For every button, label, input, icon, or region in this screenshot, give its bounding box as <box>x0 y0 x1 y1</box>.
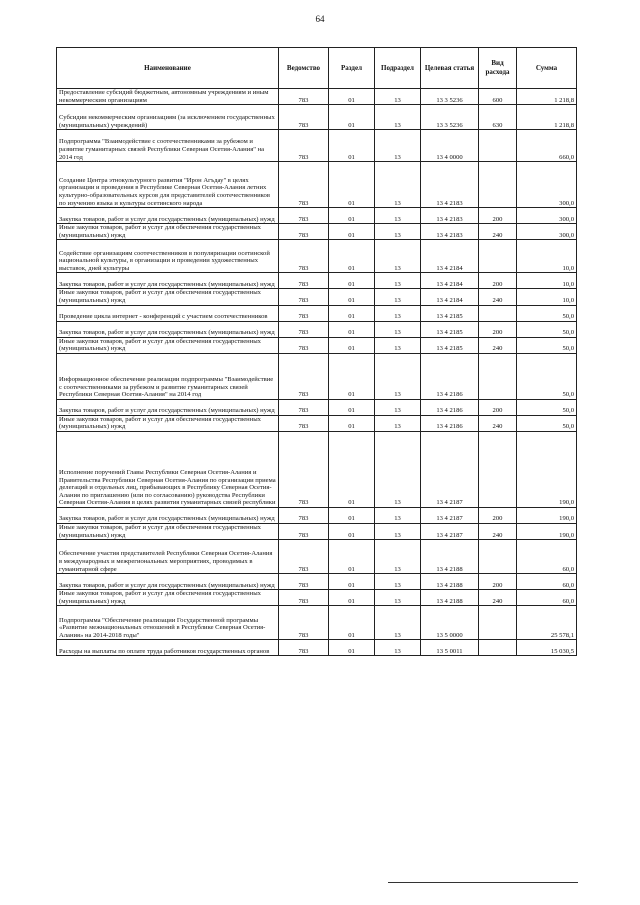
cell-subsection: 13 <box>375 208 421 224</box>
cell-amount: 660,0 <box>517 130 577 162</box>
table-row <box>57 353 577 399</box>
budget-table <box>56 47 577 656</box>
cell-section: 01 <box>329 208 375 224</box>
cell-name: Проведение цикла интернет - конференций с участием соотечественников <box>57 305 279 321</box>
table-row <box>57 574 577 590</box>
cell-section: 01 <box>329 273 375 289</box>
cell-exp-type <box>479 431 517 507</box>
table-row <box>57 399 577 415</box>
cell-name: Закупка товаров, работ и услуг для государственных (муниципальных) нужд <box>57 574 279 590</box>
cell-target: 13 4 2186 <box>421 353 479 399</box>
header-subsection: Подраздел <box>375 48 421 89</box>
cell-section: 01 <box>329 431 375 507</box>
cell-amount: 300,0 <box>517 208 577 224</box>
cell-amount: 190,0 <box>517 431 577 507</box>
cell-subsection: 13 <box>375 105 421 130</box>
cell-dept: 783 <box>279 208 329 224</box>
cell-dept: 783 <box>279 574 329 590</box>
header-exp-type: Вид расхода <box>479 48 517 89</box>
cell-subsection: 13 <box>375 523 421 539</box>
cell-dept: 783 <box>279 399 329 415</box>
cell-dept: 783 <box>279 431 329 507</box>
cell-name: Иные закупки товаров, работ и услуг для обеспечения государственных (муниципальных) нужд <box>57 289 279 305</box>
cell-target: 13 4 2185 <box>421 321 479 337</box>
cell-target: 13 4 2187 <box>421 523 479 539</box>
cell-section: 01 <box>329 606 375 640</box>
cell-dept: 783 <box>279 523 329 539</box>
cell-dept: 783 <box>279 224 329 240</box>
cell-section: 01 <box>329 289 375 305</box>
cell-section: 01 <box>329 305 375 321</box>
cell-amount: 50,0 <box>517 353 577 399</box>
table-row <box>57 640 577 656</box>
cell-amount: 190,0 <box>517 507 577 523</box>
cell-dept: 783 <box>279 590 329 606</box>
table-row <box>57 415 577 431</box>
cell-dept: 783 <box>279 130 329 162</box>
cell-subsection: 13 <box>375 240 421 273</box>
cell-subsection: 13 <box>375 431 421 507</box>
cell-target: 13 4 2184 <box>421 289 479 305</box>
cell-target: 13 4 2187 <box>421 431 479 507</box>
cell-dept: 783 <box>279 273 329 289</box>
cell-exp-type <box>479 130 517 162</box>
cell-target: 13 5 0000 <box>421 606 479 640</box>
cell-target: 13 4 0000 <box>421 130 479 162</box>
cell-subsection: 13 <box>375 606 421 640</box>
cell-amount: 15 030,5 <box>517 640 577 656</box>
cell-section: 01 <box>329 523 375 539</box>
cell-amount: 50,0 <box>517 337 577 353</box>
cell-subsection: 13 <box>375 415 421 431</box>
cell-subsection: 13 <box>375 640 421 656</box>
cell-target: 13 4 2186 <box>421 399 479 415</box>
cell-section: 01 <box>329 321 375 337</box>
cell-name: Иные закупки товаров, работ и услуг для обеспечения государственных (муниципальных) нужд <box>57 523 279 539</box>
cell-target: 13 4 2188 <box>421 540 479 574</box>
cell-dept: 783 <box>279 353 329 399</box>
cell-subsection: 13 <box>375 273 421 289</box>
cell-name: Иные закупки товаров, работ и услуг для обеспечения государственных (муниципальных) нужд <box>57 590 279 606</box>
cell-amount: 60,0 <box>517 540 577 574</box>
cell-dept: 783 <box>279 105 329 130</box>
cell-exp-type: 600 <box>479 89 517 105</box>
cell-exp-type: 240 <box>479 337 517 353</box>
cell-amount: 1 218,8 <box>517 89 577 105</box>
cell-target: 13 4 2183 <box>421 208 479 224</box>
cell-exp-type: 630 <box>479 105 517 130</box>
table-row <box>57 507 577 523</box>
cell-name: Предоставление субсидий бюджетным, автономным учреждениям и иным некоммерческим организациям <box>57 89 279 105</box>
cell-subsection: 13 <box>375 89 421 105</box>
cell-amount: 50,0 <box>517 305 577 321</box>
cell-target: 13 4 2183 <box>421 162 479 208</box>
page-number: 64 <box>315 14 325 24</box>
cell-subsection: 13 <box>375 540 421 574</box>
cell-section: 01 <box>329 640 375 656</box>
cell-exp-type <box>479 162 517 208</box>
cell-section: 01 <box>329 337 375 353</box>
cell-name: Закупка товаров, работ и услуг для государственных (муниципальных) нужд <box>57 399 279 415</box>
cell-dept: 783 <box>279 305 329 321</box>
cell-name: Подпрограмма "Взаимодействие с соотечественниками за рубежом и развитие гуманитарных связей Республики Северная Осетия-Алания" на 2014 год <box>57 130 279 162</box>
cell-amount: 1 218,8 <box>517 105 577 130</box>
table-row <box>57 89 577 105</box>
table-row <box>57 606 577 640</box>
table-row <box>57 273 577 289</box>
table-row <box>57 305 577 321</box>
table-row <box>57 208 577 224</box>
cell-amount: 300,0 <box>517 224 577 240</box>
cell-section: 01 <box>329 399 375 415</box>
cell-target: 13 4 2186 <box>421 415 479 431</box>
cell-exp-type: 240 <box>479 415 517 431</box>
table-row <box>57 431 577 507</box>
cell-section: 01 <box>329 224 375 240</box>
cell-subsection: 13 <box>375 162 421 208</box>
cell-target: 13 4 2187 <box>421 507 479 523</box>
cell-target: 13 5 0011 <box>421 640 479 656</box>
cell-name: Иные закупки товаров, работ и услуг для обеспечения государственных (муниципальных) нужд <box>57 224 279 240</box>
cell-amount: 10,0 <box>517 273 577 289</box>
header-row <box>57 48 577 89</box>
cell-exp-type <box>479 606 517 640</box>
cell-name: Исполнение поручений Главы Республики Северная Осетия-Алания и Правительства Республики Северная Осетия-Алания по организации приема делегаций и отдельных лиц, прибывающих в Республику Северная Осетия-Алания по приглашению (или по согласованию) руководства Республики Северная Осетия-Алания в целях развития гуманитарных связей республики <box>57 431 279 507</box>
cell-name: Закупка товаров, работ и услуг для государственных (муниципальных) нужд <box>57 321 279 337</box>
cell-exp-type: 200 <box>479 574 517 590</box>
cell-exp-type: 200 <box>479 208 517 224</box>
cell-amount: 50,0 <box>517 415 577 431</box>
cell-name: Закупка товаров, работ и услуг для государственных (муниципальных) нужд <box>57 273 279 289</box>
cell-exp-type <box>479 540 517 574</box>
header-target: Целевая статья <box>421 48 479 89</box>
cell-subsection: 13 <box>375 289 421 305</box>
cell-amount: 60,0 <box>517 590 577 606</box>
cell-amount: 10,0 <box>517 240 577 273</box>
cell-exp-type: 200 <box>479 507 517 523</box>
cell-exp-type <box>479 240 517 273</box>
cell-name: Информационное обеспечение реализации подпрограммы "Взаимодействие с соотечественниками за рубежом и развитие гуманитарных связей Республики Северная Осетия-Алания" на 2014 год <box>57 353 279 399</box>
table-row <box>57 105 577 130</box>
cell-target: 13 3 5236 <box>421 89 479 105</box>
cell-exp-type: 240 <box>479 289 517 305</box>
cell-name: Субсидии некоммерческим организациям (за исключением государственных (муниципальных) учреждений) <box>57 105 279 130</box>
table-row <box>57 224 577 240</box>
table-row <box>57 162 577 208</box>
cell-exp-type <box>479 640 517 656</box>
cell-target: 13 4 2185 <box>421 305 479 321</box>
cell-name: Обеспечение участия представителей Республики Северная Осетия-Алания в международных и межрегиональных мероприятиях, проводимых в гуманитарной сфере <box>57 540 279 574</box>
cell-section: 01 <box>329 89 375 105</box>
cell-dept: 783 <box>279 507 329 523</box>
table-row <box>57 540 577 574</box>
cell-subsection: 13 <box>375 224 421 240</box>
cell-exp-type: 240 <box>479 590 517 606</box>
cell-exp-type <box>479 353 517 399</box>
cell-exp-type: 200 <box>479 399 517 415</box>
cell-exp-type: 200 <box>479 273 517 289</box>
header-amount: Сумма <box>517 48 577 89</box>
cell-amount: 50,0 <box>517 321 577 337</box>
cell-dept: 783 <box>279 337 329 353</box>
table-row <box>57 289 577 305</box>
cell-section: 01 <box>329 353 375 399</box>
cell-name: Подпрограмма "Обеспечение реализации Государственной программы «Развитие межнациональных отношений в Республике Северная Осетия-Алания» на 2014-2018 годы" <box>57 606 279 640</box>
cell-dept: 783 <box>279 540 329 574</box>
cell-dept: 783 <box>279 89 329 105</box>
cell-target: 13 4 2188 <box>421 574 479 590</box>
cell-name: Закупка товаров, работ и услуг для государственных (муниципальных) нужд <box>57 208 279 224</box>
cell-section: 01 <box>329 574 375 590</box>
cell-target: 13 4 2183 <box>421 224 479 240</box>
cell-amount: 300,0 <box>517 162 577 208</box>
cell-name: Создание Центра этнокультурного развития "Ирон Агъдау" в целях организации и проведения в Республике Северная Осетия-Алания летних культурно-образовательных курсов для представителей соотечественников по изучению языка и культуры осетинского народа <box>57 162 279 208</box>
cell-exp-type <box>479 305 517 321</box>
table-row <box>57 240 577 273</box>
cell-name: Содействие организациям соотечественников в популяризации осетинской национальной культуры, в организации и проведении художественных выставок, дней культуры <box>57 240 279 273</box>
cell-amount: 25 578,1 <box>517 606 577 640</box>
cell-target: 13 3 5236 <box>421 105 479 130</box>
cell-dept: 783 <box>279 240 329 273</box>
table-row <box>57 130 577 162</box>
cell-section: 01 <box>329 105 375 130</box>
cell-subsection: 13 <box>375 305 421 321</box>
header-dept: Ведомство <box>279 48 329 89</box>
cell-section: 01 <box>329 415 375 431</box>
cell-subsection: 13 <box>375 130 421 162</box>
cell-name: Закупка товаров, работ и услуг для государственных (муниципальных) нужд <box>57 507 279 523</box>
cell-subsection: 13 <box>375 574 421 590</box>
cell-dept: 783 <box>279 606 329 640</box>
cell-dept: 783 <box>279 289 329 305</box>
cell-section: 01 <box>329 507 375 523</box>
cell-dept: 783 <box>279 415 329 431</box>
footer-rule <box>388 882 578 883</box>
cell-dept: 783 <box>279 640 329 656</box>
cell-amount: 190,0 <box>517 523 577 539</box>
cell-exp-type: 240 <box>479 523 517 539</box>
cell-subsection: 13 <box>375 353 421 399</box>
cell-dept: 783 <box>279 162 329 208</box>
cell-amount: 10,0 <box>517 289 577 305</box>
table-row <box>57 523 577 539</box>
cell-target: 13 4 2184 <box>421 240 479 273</box>
cell-exp-type: 200 <box>479 321 517 337</box>
cell-subsection: 13 <box>375 399 421 415</box>
cell-target: 13 4 2188 <box>421 590 479 606</box>
cell-section: 01 <box>329 540 375 574</box>
cell-name: Иные закупки товаров, работ и услуг для обеспечения государственных (муниципальных) нужд <box>57 337 279 353</box>
cell-subsection: 13 <box>375 507 421 523</box>
header-name: Наименование <box>57 48 279 89</box>
cell-name: Расходы на выплаты по оплате труда работников государственных органов <box>57 640 279 656</box>
cell-dept: 783 <box>279 321 329 337</box>
table-row <box>57 590 577 606</box>
cell-subsection: 13 <box>375 590 421 606</box>
cell-subsection: 13 <box>375 321 421 337</box>
cell-amount: 50,0 <box>517 399 577 415</box>
cell-name: Иные закупки товаров, работ и услуг для обеспечения государственных (муниципальных) нужд <box>57 415 279 431</box>
cell-section: 01 <box>329 240 375 273</box>
cell-subsection: 13 <box>375 337 421 353</box>
cell-section: 01 <box>329 130 375 162</box>
table-row <box>57 321 577 337</box>
cell-amount: 60,0 <box>517 574 577 590</box>
cell-target: 13 4 2185 <box>421 337 479 353</box>
cell-exp-type: 240 <box>479 224 517 240</box>
cell-section: 01 <box>329 590 375 606</box>
table-row <box>57 337 577 353</box>
cell-target: 13 4 2184 <box>421 273 479 289</box>
cell-section: 01 <box>329 162 375 208</box>
header-section: Раздел <box>329 48 375 89</box>
